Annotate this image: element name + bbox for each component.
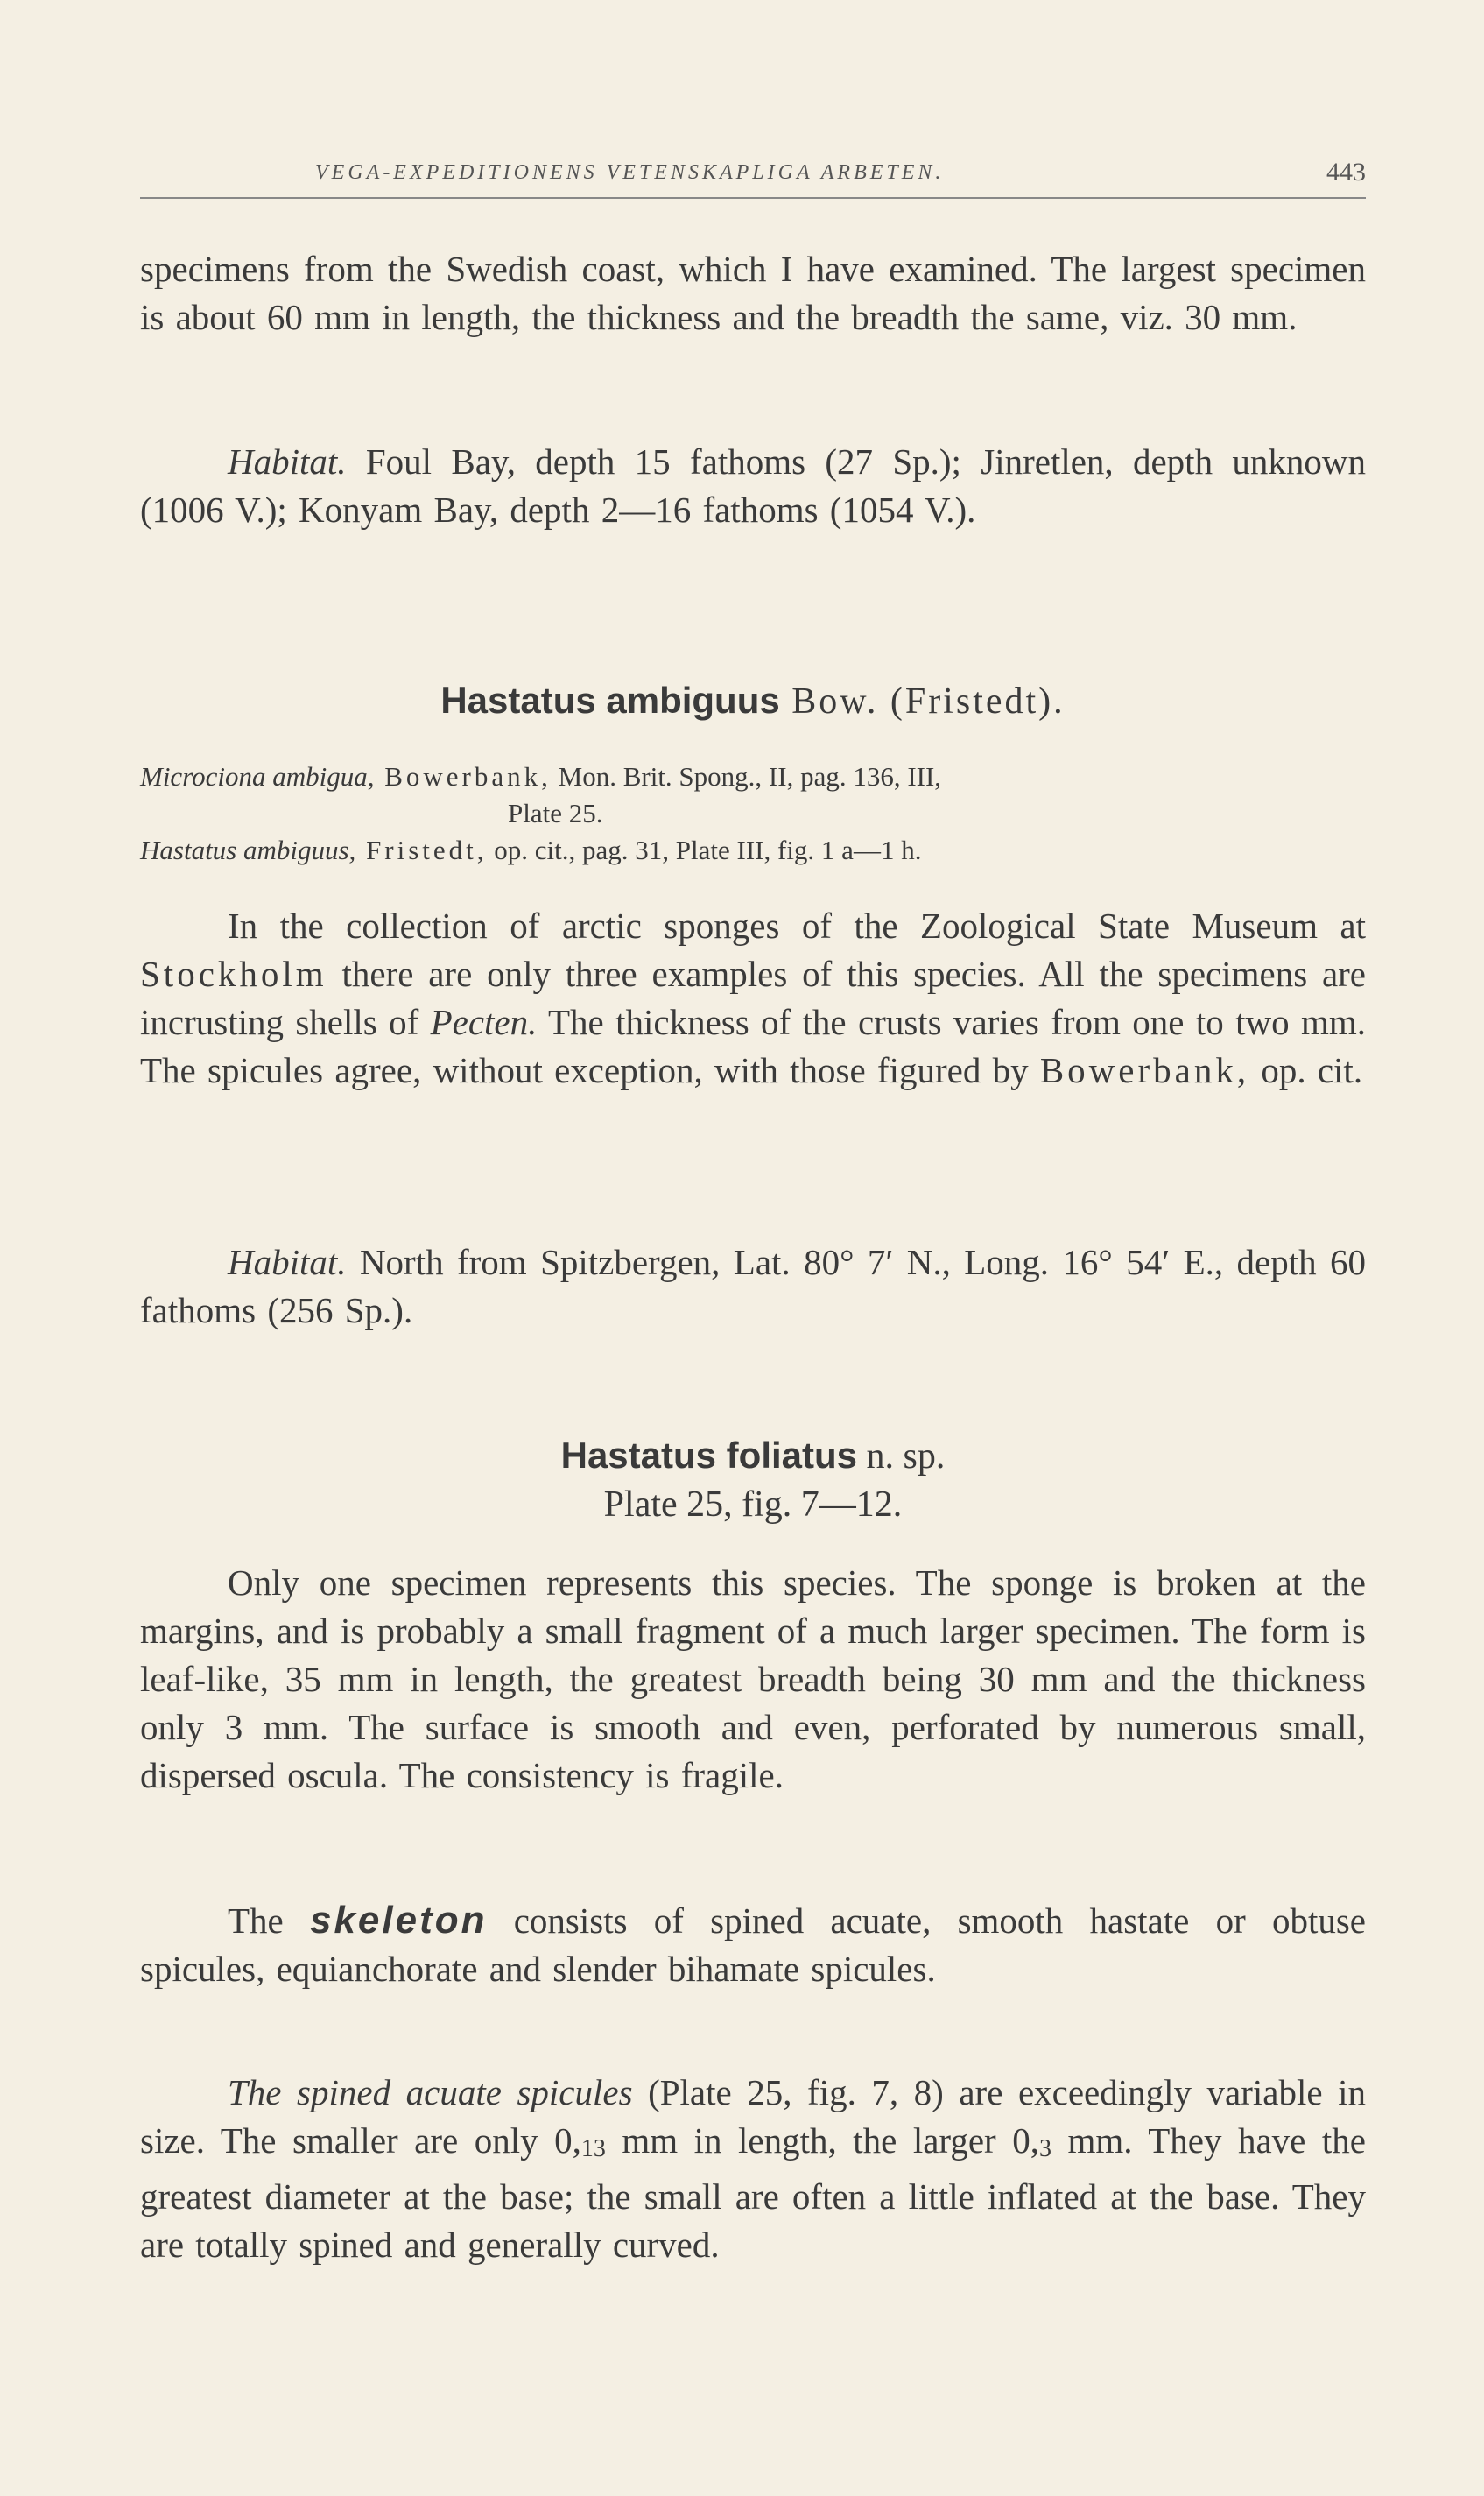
habitat-text: Foul Bay, depth 15 fathoms (27 Sp.); Jinretlen, depth unknown (1006 V.); Konyam Bay, depth 2—16 fathoms (1054 V.). bbox=[140, 441, 1366, 530]
habitat-label: Habitat. bbox=[228, 1242, 347, 1282]
synonym-entry-1-cont: Plate 25. bbox=[508, 798, 603, 828]
text-run: The thickness of the crusts varies from one to two mm. The spicules agree, without exception, with those figured by bbox=[140, 1002, 1366, 1090]
synonym-reference: op. cit., pag. 31, Plate III, fig. 1 a—1 h. bbox=[487, 835, 922, 865]
text-run: (Plate 25, fig. 7, 8) are exceedingly variable in size. The smaller are only 0, bbox=[140, 2072, 1367, 2161]
page-number: 443 bbox=[1326, 158, 1366, 187]
text-run: In the collection of arctic sponges of the Zoological State Museum at bbox=[228, 906, 1366, 946]
spicule-label: The spined acuate spicules bbox=[228, 2072, 633, 2112]
running-title: VEGA-EXPEDITIONENS VETENSKAPLIGA ARBETEN. bbox=[315, 161, 945, 184]
page-header bbox=[315, 158, 1366, 196]
subscript: 3 bbox=[1038, 2135, 1051, 2162]
habitat-text: North from Spitzbergen, Lat. 80° 7′ N., Long. 16° 54′ E., depth 60 fathoms (256 Sp.). bbox=[140, 1242, 1366, 1330]
text-run: there are only three examples of this species. All the specimens are incrusting shells of bbox=[140, 954, 1366, 1042]
paragraph-spicules bbox=[140, 2069, 1366, 2269]
paragraph-specimens bbox=[140, 245, 1366, 342]
synonym-reference: Mon. Brit. Spong., II, pag. 136, III, bbox=[551, 761, 942, 792]
species-name: Hastatus ambiguus bbox=[440, 680, 780, 721]
paragraph-text: specimens from the Swedish coast, which I have examined. The largest specimen is about 60 mm in length, the thickness and the breadth the same, viz. 30 mm. bbox=[140, 249, 1366, 337]
text-run: op. cit. bbox=[1249, 1050, 1363, 1090]
synonym-entry-2 bbox=[140, 832, 1366, 869]
habitat-label: Habitat. bbox=[228, 441, 347, 482]
paragraph-collection bbox=[140, 902, 1366, 1095]
text-run: mm. They have the greatest diameter at the base; the small are often a little inflated at the base. They are totally spined and generally curved. bbox=[140, 2120, 1366, 2265]
species-author: Bow. (Fristedt). bbox=[779, 681, 1066, 722]
paragraph-text: Only one specimen represents this species. The sponge is broken at the margins, and is probably a small fragment of a much larger specimen. The form is leaf-like, 35 mm in length, the greatest breadth being 30 mm and the thickness only 3 mm. The surface is smooth and even, perforated by numerous small, dispersed oscula. The consistency is fragile. bbox=[140, 1562, 1366, 1795]
synonym-author: Fristedt, bbox=[355, 835, 488, 865]
plate-reference: Plate 25, fig. 7—12. bbox=[603, 1484, 903, 1525]
species-heading-foliatus bbox=[140, 1431, 1366, 1481]
genus-name: Pecten. bbox=[430, 1002, 538, 1042]
paragraph-habitat-1 bbox=[140, 438, 1366, 534]
header-rule bbox=[140, 197, 1366, 199]
text-run: consists of spined acuate, smooth hastate or obtuse spicules, equianchorate and slender bihamate spicules. bbox=[140, 1900, 1366, 1989]
synonym-name: Microciona ambigua, bbox=[140, 761, 375, 792]
species-name: Hastatus foliatus bbox=[560, 1435, 858, 1476]
text-run: The bbox=[228, 1900, 310, 1941]
species-heading-ambiguus bbox=[140, 676, 1366, 726]
text-run: Stockholm bbox=[140, 954, 327, 994]
species-author: n. sp. bbox=[857, 1436, 946, 1477]
author-name: Bowerbank, bbox=[1039, 1050, 1250, 1090]
paragraph-skeleton bbox=[140, 1896, 1366, 1993]
synonymy-list bbox=[140, 758, 1366, 869]
paragraph-habitat-2 bbox=[140, 1238, 1366, 1335]
skeleton-term: skeleton bbox=[309, 1899, 488, 1942]
subscript: 13 bbox=[580, 2135, 606, 2162]
synonym-entry-1 bbox=[140, 758, 1366, 795]
paragraph-description bbox=[140, 1559, 1366, 1800]
synonym-author: Bowerbank, bbox=[374, 761, 552, 792]
text-run: mm in length, the larger 0, bbox=[605, 2120, 1039, 2161]
synonym-name: Hastatus ambiguus, bbox=[140, 835, 356, 865]
